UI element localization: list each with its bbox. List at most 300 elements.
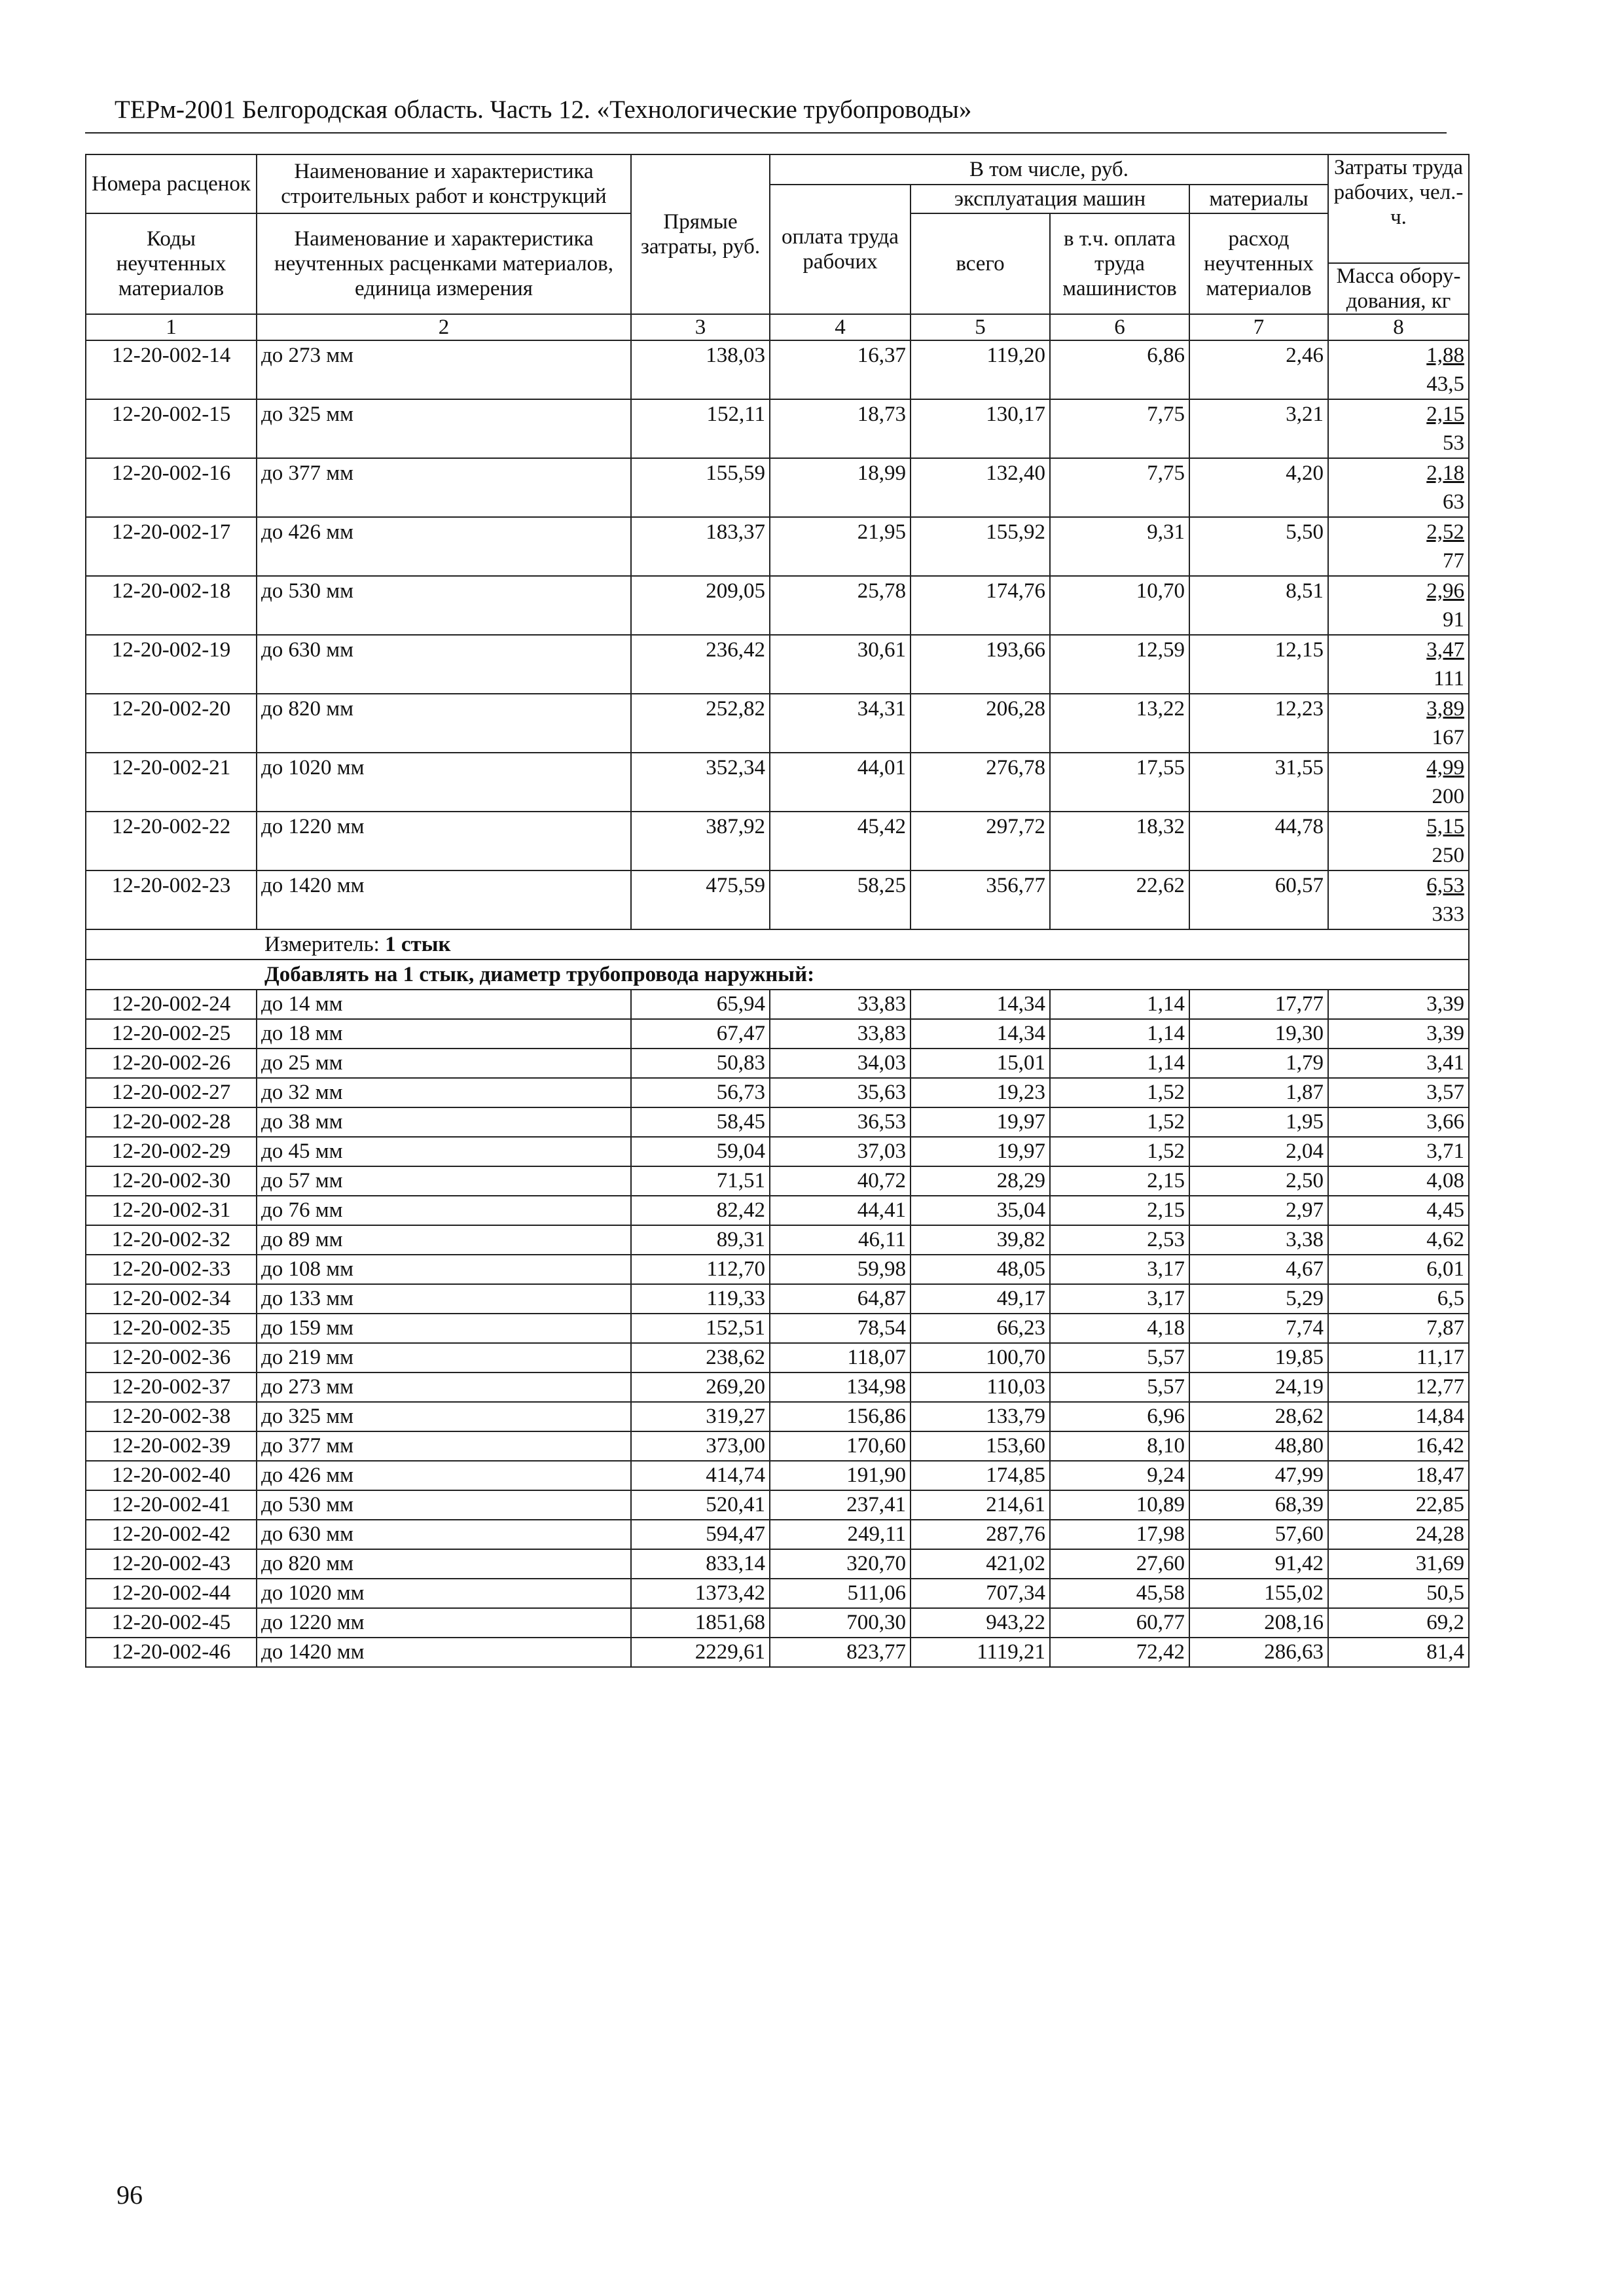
- labor-and-mass: [1328, 753, 1469, 812]
- table-row: [86, 1549, 1469, 1579]
- direct-cost: 82,42: [631, 1196, 770, 1225]
- rate-name: до 630 мм: [257, 1520, 631, 1549]
- worker-wages: 700,30: [770, 1608, 911, 1638]
- worker-wages: 34,03: [770, 1049, 911, 1078]
- labor-costs-value: 4,99: [1426, 756, 1465, 780]
- rate-code: 12-20-002-33: [86, 1255, 257, 1284]
- column-number: 6: [1050, 314, 1189, 340]
- machines-total: 119,20: [911, 340, 1050, 399]
- column-number: 1: [86, 314, 257, 340]
- table-row: [86, 1049, 1469, 1078]
- machinist-wages: 9,31: [1050, 517, 1189, 576]
- machinist-wages: 5,57: [1050, 1343, 1189, 1372]
- worker-wages: 170,60: [770, 1431, 911, 1461]
- material-consumption: 5,50: [1189, 517, 1328, 576]
- machines-total: 421,02: [911, 1549, 1050, 1579]
- machinist-wages: 17,55: [1050, 753, 1189, 812]
- machines-total: 133,79: [911, 1402, 1050, 1431]
- table-row: [86, 1137, 1469, 1166]
- rate-code: 12-20-002-36: [86, 1343, 257, 1372]
- table-row: [86, 753, 1469, 812]
- column-number: 3: [631, 314, 770, 340]
- material-consumption: 155,02: [1189, 1579, 1328, 1608]
- worker-wages: 44,41: [770, 1196, 911, 1225]
- material-consumption: 5,29: [1189, 1284, 1328, 1314]
- worker-wages: 35,63: [770, 1078, 911, 1107]
- rate-code: 12-20-002-46: [86, 1638, 257, 1667]
- header-material-name: Наименование и характеристика неучтенных расценками материалов, единица измерения: [257, 213, 631, 314]
- rate-name: до 38 мм: [257, 1107, 631, 1137]
- table-row: [86, 1431, 1469, 1461]
- direct-cost: 58,45: [631, 1107, 770, 1137]
- table-row: [86, 1490, 1469, 1520]
- machines-total: 943,22: [911, 1608, 1050, 1638]
- rate-name: до 18 мм: [257, 1019, 631, 1049]
- rate-name: до 325 мм: [257, 399, 631, 458]
- rate-name: до 159 мм: [257, 1314, 631, 1343]
- material-consumption: 286,63: [1189, 1638, 1328, 1667]
- direct-cost: 1373,42: [631, 1579, 770, 1608]
- meter-value: 1 стык: [385, 933, 451, 956]
- rate-code: 12-20-002-14: [86, 340, 257, 399]
- material-consumption: 12,15: [1189, 635, 1328, 694]
- material-consumption: 12,23: [1189, 694, 1328, 753]
- worker-wages: 118,07: [770, 1343, 911, 1372]
- rate-name: до 57 мм: [257, 1166, 631, 1196]
- machines-total: 297,72: [911, 812, 1050, 870]
- rate-code: 12-20-002-40: [86, 1461, 257, 1490]
- labor-costs: 4,45: [1328, 1196, 1469, 1225]
- direct-cost: 352,34: [631, 753, 770, 812]
- rate-code: 12-20-002-28: [86, 1107, 257, 1137]
- equipment-mass-value: 43,5: [1426, 372, 1465, 396]
- direct-cost: 414,74: [631, 1461, 770, 1490]
- table-row: [86, 1402, 1469, 1431]
- rate-code: 12-20-002-23: [86, 870, 257, 929]
- material-consumption: 48,80: [1189, 1431, 1328, 1461]
- machinist-wages: 1,14: [1050, 1019, 1189, 1049]
- table-row: [86, 1107, 1469, 1137]
- equipment-mass-value: 91: [1443, 608, 1465, 632]
- equipment-mass-value: 200: [1432, 785, 1465, 808]
- machinist-wages: 1,52: [1050, 1137, 1189, 1166]
- table-row: [86, 1343, 1469, 1372]
- rate-code: 12-20-002-43: [86, 1549, 257, 1579]
- labor-costs: 22,85: [1328, 1490, 1469, 1520]
- material-consumption: 57,60: [1189, 1520, 1328, 1549]
- rate-code: 12-20-002-29: [86, 1137, 257, 1166]
- worker-wages: 34,31: [770, 694, 911, 753]
- material-consumption: 19,85: [1189, 1343, 1328, 1372]
- machinist-wages: 45,58: [1050, 1579, 1189, 1608]
- table-row: [86, 399, 1469, 458]
- table-row: [86, 1225, 1469, 1255]
- machinist-wages: 17,98: [1050, 1520, 1189, 1549]
- equipment-mass-value: 63: [1443, 490, 1465, 514]
- header-materials: материалы: [1189, 185, 1328, 213]
- direct-cost: 2229,61: [631, 1638, 770, 1667]
- table-row: [86, 1520, 1469, 1549]
- material-consumption: 19,30: [1189, 1019, 1328, 1049]
- labor-costs-value: 6,53: [1426, 874, 1465, 897]
- material-consumption: 4,67: [1189, 1255, 1328, 1284]
- direct-cost: 71,51: [631, 1166, 770, 1196]
- header-machinist-wages: в т.ч. оплата труда машинистов: [1050, 213, 1189, 314]
- rate-code: 12-20-002-38: [86, 1402, 257, 1431]
- equipment-mass-value: 250: [1432, 844, 1465, 867]
- table-row: [86, 1019, 1469, 1049]
- labor-and-mass: [1328, 399, 1469, 458]
- labor-costs: 3,39: [1328, 1019, 1469, 1049]
- machines-total: 1119,21: [911, 1638, 1050, 1667]
- rate-name: до 377 мм: [257, 1431, 631, 1461]
- equipment-mass-value: 167: [1432, 726, 1465, 749]
- worker-wages: 78,54: [770, 1314, 911, 1343]
- header-material-consumption: расход неучтенных материалов: [1189, 213, 1328, 314]
- machines-total: 174,85: [911, 1461, 1050, 1490]
- machines-total: 276,78: [911, 753, 1050, 812]
- direct-cost: 269,20: [631, 1372, 770, 1402]
- worker-wages: 18,73: [770, 399, 911, 458]
- material-consumption: 1,95: [1189, 1107, 1328, 1137]
- direct-cost: 387,92: [631, 812, 770, 870]
- machinist-wages: 3,17: [1050, 1255, 1189, 1284]
- labor-costs: 14,84: [1328, 1402, 1469, 1431]
- worker-wages: 16,37: [770, 340, 911, 399]
- worker-wages: 64,87: [770, 1284, 911, 1314]
- header-direct-costs: Прямые затраты, руб.: [631, 154, 770, 314]
- labor-costs: 24,28: [1328, 1520, 1469, 1549]
- worker-wages: 156,86: [770, 1402, 911, 1431]
- table-row: [86, 576, 1469, 635]
- machinist-wages: 2,15: [1050, 1196, 1189, 1225]
- machines-total: 100,70: [911, 1343, 1050, 1372]
- machinist-wages: 27,60: [1050, 1549, 1189, 1579]
- machinist-wages: 1,52: [1050, 1107, 1189, 1137]
- equipment-mass-value: 77: [1443, 549, 1465, 573]
- material-consumption: 8,51: [1189, 576, 1328, 635]
- labor-costs-value: 2,52: [1426, 520, 1465, 544]
- machines-total: 19,23: [911, 1078, 1050, 1107]
- rates-body-a: [86, 340, 1469, 929]
- labor-costs-value: 1,88: [1426, 344, 1465, 367]
- table-row: [86, 458, 1469, 517]
- labor-costs-value: 2,15: [1426, 403, 1465, 426]
- material-consumption: 28,62: [1189, 1402, 1328, 1431]
- machinist-wages: 8,10: [1050, 1431, 1189, 1461]
- rate-code: 12-20-002-22: [86, 812, 257, 870]
- equipment-mass-value: 111: [1433, 667, 1465, 691]
- rate-name: до 273 мм: [257, 1372, 631, 1402]
- material-consumption: 2,46: [1189, 340, 1328, 399]
- machines-total: 132,40: [911, 458, 1050, 517]
- column-number: 2: [257, 314, 631, 340]
- material-consumption: 7,74: [1189, 1314, 1328, 1343]
- rate-name: до 1020 мм: [257, 1579, 631, 1608]
- machines-total: 206,28: [911, 694, 1050, 753]
- labor-costs: 3,71: [1328, 1137, 1469, 1166]
- machines-total: 153,60: [911, 1431, 1050, 1461]
- material-consumption: 91,42: [1189, 1549, 1328, 1579]
- material-consumption: 2,50: [1189, 1166, 1328, 1196]
- labor-costs: 6,5: [1328, 1284, 1469, 1314]
- table-row: [86, 1078, 1469, 1107]
- material-consumption: 60,57: [1189, 870, 1328, 929]
- worker-wages: 46,11: [770, 1225, 911, 1255]
- rate-code: 12-20-002-27: [86, 1078, 257, 1107]
- meter-label: [86, 929, 1469, 960]
- labor-costs: 69,2: [1328, 1608, 1469, 1638]
- rate-name: до 1220 мм: [257, 812, 631, 870]
- worker-wages: 59,98: [770, 1255, 911, 1284]
- machinist-wages: 1,14: [1050, 1049, 1189, 1078]
- worker-wages: 823,77: [770, 1638, 911, 1667]
- machinist-wages: 6,96: [1050, 1402, 1189, 1431]
- labor-costs-value: 3,89: [1426, 697, 1465, 721]
- rate-name: до 1420 мм: [257, 870, 631, 929]
- rate-code: 12-20-002-18: [86, 576, 257, 635]
- table-row: [86, 1255, 1469, 1284]
- material-consumption: 44,78: [1189, 812, 1328, 870]
- material-consumption: 2,04: [1189, 1137, 1328, 1166]
- table-row: [86, 1638, 1469, 1667]
- labor-and-mass: [1328, 694, 1469, 753]
- header-equipment-mass: Масса обору-дования, кг: [1328, 263, 1469, 314]
- worker-wages: 18,99: [770, 458, 911, 517]
- machines-total: 174,76: [911, 576, 1050, 635]
- table-row: [86, 1166, 1469, 1196]
- rate-name: до 820 мм: [257, 1549, 631, 1579]
- direct-cost: 59,04: [631, 1137, 770, 1166]
- machines-total: 214,61: [911, 1490, 1050, 1520]
- worker-wages: 249,11: [770, 1520, 911, 1549]
- header-including: В том числе, руб.: [770, 154, 1328, 185]
- meter-section: [86, 929, 1469, 990]
- direct-cost: 236,42: [631, 635, 770, 694]
- worker-wages: 511,06: [770, 1579, 911, 1608]
- labor-and-mass: [1328, 517, 1469, 576]
- rate-name: до 108 мм: [257, 1255, 631, 1284]
- direct-cost: 475,59: [631, 870, 770, 929]
- machinist-wages: 13,22: [1050, 694, 1189, 753]
- rate-name: до 133 мм: [257, 1284, 631, 1314]
- direct-cost: 319,27: [631, 1402, 770, 1431]
- direct-cost: 56,73: [631, 1078, 770, 1107]
- rates-table: [85, 154, 1470, 1668]
- machines-total: 356,77: [911, 870, 1050, 929]
- machines-total: 707,34: [911, 1579, 1050, 1608]
- labor-costs: 4,62: [1328, 1225, 1469, 1255]
- worker-wages: 21,95: [770, 517, 911, 576]
- rate-name: до 377 мм: [257, 458, 631, 517]
- direct-cost: 373,00: [631, 1431, 770, 1461]
- machines-total: 35,04: [911, 1196, 1050, 1225]
- rate-code: 12-20-002-37: [86, 1372, 257, 1402]
- equipment-mass-value: 333: [1432, 903, 1465, 926]
- table-row: [86, 990, 1469, 1019]
- direct-cost: 152,51: [631, 1314, 770, 1343]
- table-row: [86, 1608, 1469, 1638]
- worker-wages: 320,70: [770, 1549, 911, 1579]
- material-consumption: 2,97: [1189, 1196, 1328, 1225]
- machinist-wages: 60,77: [1050, 1608, 1189, 1638]
- material-consumption: 47,99: [1189, 1461, 1328, 1490]
- machinist-wages: 4,18: [1050, 1314, 1189, 1343]
- labor-costs: 12,77: [1328, 1372, 1469, 1402]
- machinist-wages: 72,42: [1050, 1638, 1189, 1667]
- direct-cost: 65,94: [631, 990, 770, 1019]
- rate-code: 12-20-002-31: [86, 1196, 257, 1225]
- rate-name: до 820 мм: [257, 694, 631, 753]
- rate-name: до 1020 мм: [257, 753, 631, 812]
- page-number: 96: [117, 2180, 143, 2210]
- rate-code: 12-20-002-32: [86, 1225, 257, 1255]
- machinist-wages: 1,52: [1050, 1078, 1189, 1107]
- meter-prefix: Измеритель:: [264, 933, 386, 956]
- material-consumption: 3,38: [1189, 1225, 1328, 1255]
- direct-cost: 209,05: [631, 576, 770, 635]
- direct-cost: 594,47: [631, 1520, 770, 1549]
- rate-name: до 45 мм: [257, 1137, 631, 1166]
- labor-costs: 3,41: [1328, 1049, 1469, 1078]
- direct-cost: 238,62: [631, 1343, 770, 1372]
- rate-code: 12-20-002-41: [86, 1490, 257, 1520]
- labor-costs: 50,5: [1328, 1579, 1469, 1608]
- rate-name: до 76 мм: [257, 1196, 631, 1225]
- direct-cost: 252,82: [631, 694, 770, 753]
- labor-and-mass: [1328, 635, 1469, 694]
- table-row: [86, 1579, 1469, 1608]
- worker-wages: 134,98: [770, 1372, 911, 1402]
- worker-wages: 237,41: [770, 1490, 911, 1520]
- labor-costs-value: 2,18: [1426, 461, 1465, 485]
- rate-code: 12-20-002-20: [86, 694, 257, 753]
- column-number: 8: [1328, 314, 1469, 340]
- machinist-wages: 9,24: [1050, 1461, 1189, 1490]
- table-row: [86, 1314, 1469, 1343]
- header-labor-costs: Затраты труда рабочих, чел.-ч.: [1328, 154, 1469, 263]
- table-header: [86, 154, 1469, 340]
- rate-code: 12-20-002-44: [86, 1579, 257, 1608]
- direct-cost: 119,33: [631, 1284, 770, 1314]
- labor-costs-value: 3,47: [1426, 638, 1465, 662]
- material-consumption: 17,77: [1189, 990, 1328, 1019]
- direct-cost: 112,70: [631, 1255, 770, 1284]
- labor-costs: 4,08: [1328, 1166, 1469, 1196]
- rate-name: до 426 мм: [257, 517, 631, 576]
- rate-name: до 530 мм: [257, 576, 631, 635]
- direct-cost: 67,47: [631, 1019, 770, 1049]
- machinist-wages: 12,59: [1050, 635, 1189, 694]
- labor-and-mass: [1328, 812, 1469, 870]
- table-row: [86, 694, 1469, 753]
- direct-cost: 152,11: [631, 399, 770, 458]
- rate-code: 12-20-002-24: [86, 990, 257, 1019]
- labor-costs: 3,39: [1328, 990, 1469, 1019]
- table-row: [86, 1284, 1469, 1314]
- material-consumption: 68,39: [1189, 1490, 1328, 1520]
- direct-cost: 1851,68: [631, 1608, 770, 1638]
- machinist-wages: 7,75: [1050, 458, 1189, 517]
- machinist-wages: 6,86: [1050, 340, 1189, 399]
- rate-code: 12-20-002-16: [86, 458, 257, 517]
- machinist-wages: 10,89: [1050, 1490, 1189, 1520]
- labor-costs: 11,17: [1328, 1343, 1469, 1372]
- rate-name: до 32 мм: [257, 1078, 631, 1107]
- labor-costs: 81,4: [1328, 1638, 1469, 1667]
- column-number: 7: [1189, 314, 1328, 340]
- rate-name: до 14 мм: [257, 990, 631, 1019]
- machinist-wages: 10,70: [1050, 576, 1189, 635]
- rate-code: 12-20-002-42: [86, 1520, 257, 1549]
- equipment-mass-value: 53: [1443, 431, 1465, 455]
- worker-wages: 191,90: [770, 1461, 911, 1490]
- direct-cost: 138,03: [631, 340, 770, 399]
- table-row: [86, 812, 1469, 870]
- direct-cost: 183,37: [631, 517, 770, 576]
- rate-name: до 1420 мм: [257, 1638, 631, 1667]
- material-consumption: 31,55: [1189, 753, 1328, 812]
- rate-name: до 530 мм: [257, 1490, 631, 1520]
- labor-costs-value: 2,96: [1426, 579, 1465, 603]
- machines-total: 28,29: [911, 1166, 1050, 1196]
- machinist-wages: 3,17: [1050, 1284, 1189, 1314]
- labor-costs: 6,01: [1328, 1255, 1469, 1284]
- rate-code: 12-20-002-34: [86, 1284, 257, 1314]
- worker-wages: 45,42: [770, 812, 911, 870]
- labor-costs: 3,57: [1328, 1078, 1469, 1107]
- material-consumption: 4,20: [1189, 458, 1328, 517]
- labor-and-mass: [1328, 340, 1469, 399]
- page-header-title: ТЕРм-2001 Белгородская область. Часть 12. «Технологические трубопроводы»: [115, 96, 972, 124]
- direct-cost: 833,14: [631, 1549, 770, 1579]
- table-row: [86, 517, 1469, 576]
- labor-costs: 7,87: [1328, 1314, 1469, 1343]
- worker-wages: 44,01: [770, 753, 911, 812]
- machines-total: 19,97: [911, 1137, 1050, 1166]
- machines-total: 287,76: [911, 1520, 1050, 1549]
- direct-cost: 155,59: [631, 458, 770, 517]
- material-consumption: 208,16: [1189, 1608, 1328, 1638]
- labor-costs: 18,47: [1328, 1461, 1469, 1490]
- machinist-wages: 2,15: [1050, 1166, 1189, 1196]
- rate-name: до 25 мм: [257, 1049, 631, 1078]
- worker-wages: 40,72: [770, 1166, 911, 1196]
- machines-total: 48,05: [911, 1255, 1050, 1284]
- machinist-wages: 5,57: [1050, 1372, 1189, 1402]
- table-row: [86, 635, 1469, 694]
- machines-total: 110,03: [911, 1372, 1050, 1402]
- table-row: [86, 1372, 1469, 1402]
- header-rate-numbers: Номера расценок: [86, 154, 257, 213]
- rate-name: до 219 мм: [257, 1343, 631, 1372]
- machines-total: 19,97: [911, 1107, 1050, 1137]
- table-row: [86, 340, 1469, 399]
- machines-total: 155,92: [911, 517, 1050, 576]
- column-number: 4: [770, 314, 911, 340]
- direct-cost: 520,41: [631, 1490, 770, 1520]
- worker-wages: 33,83: [770, 990, 911, 1019]
- material-consumption: 24,19: [1189, 1372, 1328, 1402]
- material-consumption: 1,79: [1189, 1049, 1328, 1078]
- machines-total: 66,23: [911, 1314, 1050, 1343]
- machinist-wages: 1,14: [1050, 990, 1189, 1019]
- header-material-codes: Коды неучтенных материалов: [86, 213, 257, 314]
- rate-code: 12-20-002-26: [86, 1049, 257, 1078]
- labor-costs: 31,69: [1328, 1549, 1469, 1579]
- rate-code: 12-20-002-15: [86, 399, 257, 458]
- machines-total: 15,01: [911, 1049, 1050, 1078]
